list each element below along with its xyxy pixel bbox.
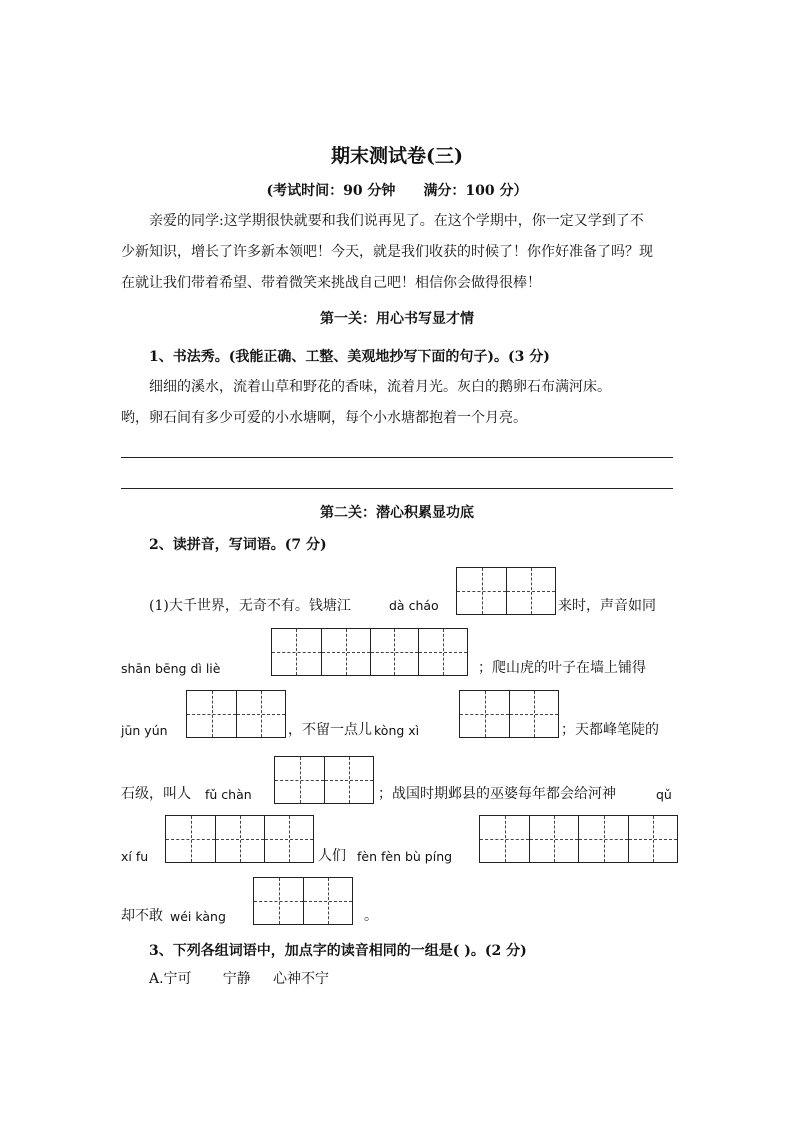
pinyin-xifu: xí fu	[121, 849, 149, 864]
pinyin-dachao: dà cháo	[389, 598, 439, 613]
intro-line-1: 亲爱的同学:这学期很快就要和我们说再见了。在这个学期中，你一定又学到了不	[149, 213, 644, 229]
intro-line-3: 在就让我们带着希望、带着微笑来挑战自己吧！相信你会做得很棒！	[121, 275, 541, 291]
answer-grid-dachao[interactable]	[456, 567, 556, 615]
pinyin-kongxi: kòng xì	[374, 723, 420, 738]
answer-grid-fuchan[interactable]	[274, 756, 374, 804]
intro-line-2: 少新知识，增长了许多新本领吧！今天，就是我们收获的时候了！你作好准备了吗？现	[121, 244, 653, 260]
exam-time: (考试时间：90 分钟	[266, 183, 396, 199]
q2-row1-after: 来时，声音如同	[558, 598, 656, 614]
answer-grid-junyun[interactable]	[186, 690, 286, 738]
section-2-title: 第二关：潜心积累显功底	[320, 505, 474, 521]
answer-grid-fenfen-left[interactable]	[479, 815, 579, 863]
q2-row6-text: 却不敢	[121, 908, 163, 924]
pinyin-qu: qǔ	[656, 787, 672, 802]
answer-grid-weikang[interactable]	[253, 877, 353, 925]
answer-grid-fenfen-right[interactable]	[578, 815, 678, 863]
question-3-option-a[interactable]: A.宁可 宁静 心神不宁	[149, 971, 329, 987]
exam-info	[0, 180, 794, 200]
page-title: 期末测试卷(三)	[331, 145, 463, 167]
answer-grid-xifu[interactable]	[165, 815, 314, 863]
pinyin-weikang: wéi kàng	[170, 909, 226, 924]
question-2-prompt: 2、读拼音，写词语。(7 分)	[149, 537, 327, 553]
q2-row6-end: 。	[364, 908, 378, 924]
answer-grid-shanbeng[interactable]	[271, 628, 468, 676]
q2-row5-mid: 人们	[318, 848, 346, 864]
writing-line-2[interactable]	[121, 488, 673, 489]
pinyin-fuchan: fǔ chàn	[205, 787, 252, 802]
q2-row3-after: ；天都峰笔陡的	[561, 722, 659, 738]
answer-grid-kongxi[interactable]	[459, 690, 559, 738]
question-1-prompt: 1、书法秀。(我能正确、工整、美观地抄写下面的句子)。(3 分)	[149, 349, 550, 365]
q2-row4-text: 石级，叫人	[121, 786, 191, 802]
q2-row3-mid: ，不留一点儿	[288, 722, 372, 738]
writing-line-1[interactable]	[121, 457, 673, 458]
pinyin-fenfen: fèn fèn bù píng	[357, 849, 453, 864]
exam-score: 满分：100 分）	[423, 183, 528, 199]
question-1-line-2: 哟，卵石间有多少可爱的小水塘啊，每个小水塘都抱着一个月亮。	[121, 410, 527, 426]
question-3-prompt: 3、下列各组词语中，加点字的读音相同的一组是( )。(2 分)	[149, 943, 527, 959]
q2-row4-after: ；战国时期邺县的巫婆每年都会给河神	[378, 786, 616, 802]
section-1-title: 第一关：用心书写显才情	[320, 311, 474, 327]
q2-row1-text: (1)大千世界，无奇不有。钱塘江	[149, 598, 351, 614]
q2-row2-after: ；爬山虎的叶子在墙上铺得	[478, 660, 646, 676]
question-1-line-1: 细细的溪水，流着山草和野花的香味，流着月光。灰白的鹅卵石布满河床。	[149, 379, 611, 395]
pinyin-shanbeng: shān bēng dì liè	[121, 661, 221, 676]
pinyin-junyun: jūn yún	[121, 723, 168, 738]
